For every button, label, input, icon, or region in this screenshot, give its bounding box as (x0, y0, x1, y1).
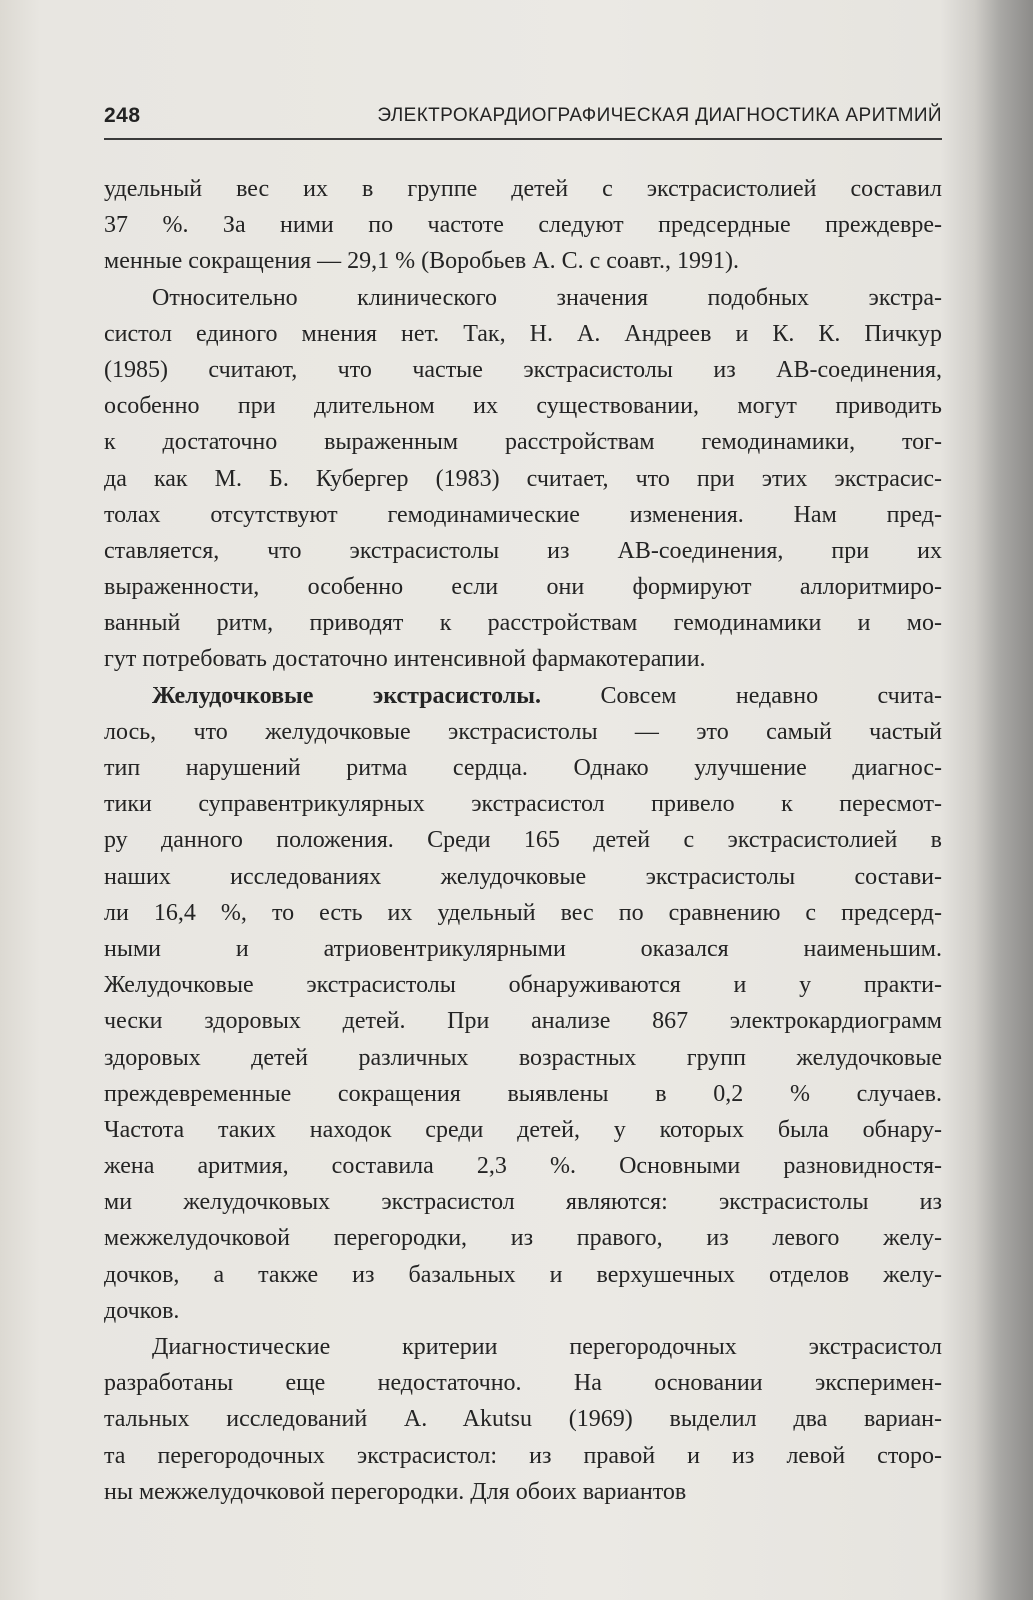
text-line-rest: Совсем недавно счита- (541, 682, 942, 709)
text-line: Желудочковые экстрасистолы обнаруживаются и у практи- (104, 972, 942, 999)
paragraph (104, 1329, 942, 1510)
text-line: систол единого мнения нет. Так, Н. А. Андреев и К. К. Пичкур (104, 320, 942, 347)
text-line: та перегородочных экстрасистол: из правой и из левой сторо- (104, 1442, 942, 1469)
text-line: ру данного положения. Среди 165 детей с экстрасистолией в (104, 827, 942, 854)
text-line: удельный вес их в группе детей с экстрасистолией составил (104, 176, 942, 202)
paragraph (104, 678, 942, 1329)
text-line: ными и атриовентрикулярными оказался наименьшим. (104, 935, 942, 962)
text-line: ставляется, что экстрасистолы из АВ-соединения, при их (104, 537, 942, 564)
text-line: межжелудочковой перегородки, из правого, из левого желу- (104, 1225, 942, 1252)
text-line: чески здоровых детей. При анализе 867 электрокардиограмм (104, 1008, 942, 1035)
text-line: толах отсутствуют гемодинамические изменения. Нам пред- (104, 501, 942, 528)
text-line: ли 16,4 %, то есть их удельный вес по сравнению с предсерд- (104, 899, 942, 926)
text-line (104, 678, 942, 714)
text-line: дочков, а также из базальных и верхушечных отделов желу- (104, 1261, 942, 1288)
text-line: да как М. Б. Кубергер (1983) считает, что при этих экстрасис- (104, 465, 942, 492)
text-line: ванный ритм, приводят к расстройствам гемодинамики и мо- (104, 610, 942, 637)
text-line: наших исследованиях желудочковые экстрасистолы состави- (104, 863, 942, 890)
running-title: ЭЛЕКТРОКАРДИОГРАФИЧЕСКАЯ ДИАГНОСТИКА АРИТМИЙ (377, 105, 942, 126)
text-line: ми желудочковых экстрасистол являются: экстрасистолы из (104, 1189, 942, 1216)
text-line: тики суправентрикулярных экстрасистол привело к пересмот- (104, 791, 942, 818)
text-line: разработаны еще недостаточно. На основании эксперимен- (104, 1370, 942, 1397)
text-line: ны межжелудочковой перегородки. Для обоих вариантов (104, 1478, 687, 1505)
paragraph-heading: Желудочковые экстрасистолы. (152, 682, 542, 709)
text-line: гут потребовать достаточно интенсивной фармакотерапии. (104, 646, 706, 673)
text-line: особенно при длительном их существовании, могут приводить (104, 393, 942, 420)
page-number: 248 (104, 104, 141, 127)
text-line: тальных исследований A. Akutsu (1969) выделил два вариан- (104, 1406, 942, 1433)
text-line: Относительно клинического значения подобных экстра- (152, 284, 942, 311)
text-line: 37 %. За ними по частоте следуют предсердные преждевре- (104, 212, 942, 239)
text-line: Частота таких находок среди детей, у которых была обнару- (104, 1116, 942, 1143)
body-text (104, 171, 942, 1510)
paragraph (104, 280, 942, 678)
text-line: выраженности, особенно если они формируют аллоритмиро- (104, 574, 942, 601)
text-line: жена аритмия, составила 2,3 %. Основными разновидностя- (104, 1153, 942, 1180)
text-line: к достаточно выраженным расстройствам гемодинамики, тог- (104, 429, 942, 456)
text-line: менные сокращения — 29,1 % (Воробьев А. С. с соавт., 1991). (104, 248, 739, 275)
text-line: дочков. (104, 1297, 180, 1324)
text-line: Диагностические критерии перегородочных экстрасистол (152, 1334, 942, 1360)
text-line: преждевременные сокращения выявлены в 0,2 % случаев. (104, 1080, 942, 1107)
text-line: тип нарушений ритма сердца. Однако улучшение диагнос- (104, 755, 942, 781)
text-line: (1985) считают, что частые экстрасистолы из АВ-соединения, (104, 356, 942, 383)
text-line: лось, что желудочковые экстрасистолы — это самый частый (104, 718, 942, 745)
paragraph (104, 171, 942, 280)
text-line: здоровых детей различных возрастных групп желудочковые (104, 1044, 942, 1071)
page-header (104, 104, 942, 140)
